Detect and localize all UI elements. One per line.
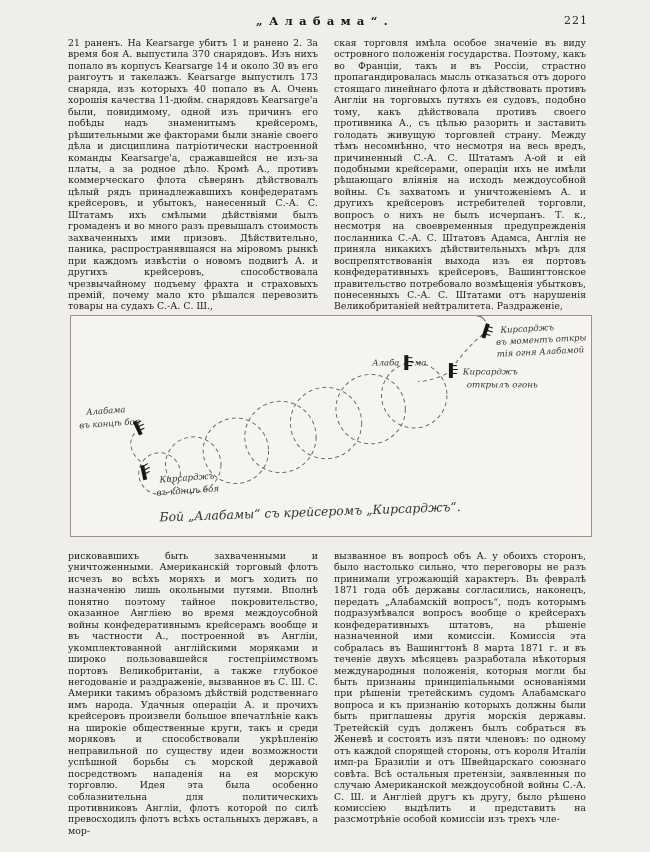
label-text: Алабама: [85, 405, 126, 418]
page-number: 221: [564, 14, 588, 27]
label-text: Кирсарджъ: [159, 471, 215, 486]
ship-kearsarge-end-icon: [141, 463, 152, 479]
approach-tracks: [131, 330, 489, 462]
figure-caption: Бой „Алабамы“ съ крейсеромъ „Кирсарджъ“.: [159, 499, 461, 525]
label-text: Кирсарджъ: [500, 323, 555, 336]
label-alabama-center-right: ма: [414, 358, 427, 369]
battle-diagram: [71, 316, 591, 536]
label-text: тія огня Алабамой: [496, 345, 585, 360]
column-bottom-right: вызванное въ вопросѣ объ А. у обоихъ сторонъ, было настолько сильно, что переговоры не разъ принимали угрожающій характеръ. Въ февралѣ 1871 года обѣ державы согласились, наконецъ, передать „Алабамскій вопросъ“, подъ которымъ подразумѣвался вопросъ вообще о крейсерахъ конфедеративныхъ штатовъ, на рѣшеніе назначенной ими комиссіи. Комиссія эта собралась въ Вашингтонѣ 8 марта 1871 г. и въ теченіе двухъ мѣсяцевъ разработала нѣкоторыя международныя положенія, которыя могли бы быть признаны принципіальными основаніями при рѣшеніи третейскимъ судомъ Алабамскаго вопроса и къ признанію которыхъ должны были быть приглашены другія морскія державы. Третейскій судъ долженъ былъ собраться въ Женевѣ и состоять изъ пяти членовъ: по одному отъ каждой спорящей стороны, отъ короля Италіи имп-ра Бразиліи и отъ Швейцарскаго союзнаго совѣта. Всѣ остальныя претензіи, заявленныя по случаю Американской междоусобной войны С.-А. С. Ш. и Англіей другъ къ другу, было рѣшено комиссіею выдѣлить и представить на разсмотрѣніе особой комиссіи изъ трехъ чле-: [334, 551, 586, 826]
battle-diagram-figure: [70, 315, 592, 537]
label-text: въ концѣ боя: [78, 417, 141, 432]
page-title: „Алабама“.: [256, 14, 394, 28]
column-bottom-left: рисковавшихъ быть захваченными и уничтоженными. Американскій торговый флотъ исчезъ во всѣхъ моряхъ и могъ ходить по назначенію лишь окольными путями. Вполнѣ понятно поэтому тайное покровительство, оказанное Англіею во время междоусобной войны конфедеративнымъ крейсерамъ вообще и въ частности А., построенной въ Англіи, укомплектованной англійскими моряками и широко пользовавшейся гостепріимствомъ портовъ Великобританіи, а также глубокое негодованіе и раздраженіе, вызванное въ С. Ш. С. Америки такимъ образомъ дѣйствій родственнаго имъ народа. Удачныя операціи А. и прочихъ крейсеровъ произвели большое впечатлѣніе какъ на широкіе общественные круги, такъ и среди моряковъ и способствовали укрѣпленію неправильной по существу идеи возможности успѣшной борьбы съ морской державой посредствомъ нападенія на ея морскую торговлю. Идея эта была особенно соблазнительна для политическихъ противниковъ Англіи, флотъ которой по силѣ превосходилъ флотъ всѣхъ остальныхъ державъ, а мор-: [68, 551, 318, 837]
label-text: открылъ огонь: [466, 380, 538, 391]
label-kearsarge-opening: [495, 321, 587, 359]
page-header: [0, 14, 650, 32]
column-top-left: 21 раненъ. На Kearsarge убитъ 1 и ранено 2. За время боя А. выпустила 370 снарядовъ. Изъ нихъ попало въ корпусъ Kearsarge 14 и около 30 въ его рангоутъ и такелажъ. Kearsarge выпустилъ 173 снаряда, изъ которыхъ 40 попало въ А. Очень хорошія качества 11-дюйм. снарядовъ Kearsarge'а были, повидимому, одной изъ причинъ его побѣды надъ знаменитымъ крейсеромъ, рѣшительными же факторами были знаніе своего дѣла и дисциплина патріотически настроенной команды Kearsarge'а, сражавшейся не изъ-за платы, а за родное дѣло. Кромѣ А., противъ коммерческаго флота сѣверянъ дѣйствовалъ цѣлый рядъ принадлежавшихъ конфедератамъ крейсеровъ, и убытокъ, нанесенный С.-А. С. Штатамъ ихъ смѣлыми дѣйствіями былъ громаденъ и во много разъ превышалъ стоимость захваченныхъ ими призовъ. Дѣйствительно, паника, распространявшаяся на міровомъ рынкѣ при каждомъ извѣстіи о новомъ подвигѣ А. и другихъ крейсеровъ, способствовала чрезвычайному подъему фрахта и страховыхъ премій, почему мало кто рѣшался перевозить товары на судахъ С.-А. С. Ш.,: [68, 38, 318, 312]
label-alabama-end: [78, 403, 141, 431]
ship-kearsarge-fire-icon: [449, 364, 457, 378]
label-text: Кирсарджъ: [462, 367, 518, 378]
label-kearsarge-fire: [462, 367, 538, 390]
label-kearsarge-end: [155, 471, 219, 498]
column-top-right: ская торговля имѣла особое значеніе въ виду островного положенія государства. Поэтому, какъ во Франціи, такъ и въ Россіи, страстно пропагандировалась мысль отказаться отъ дорого стоящаго линейнаго флота и дѣйствовать противъ Англіи на торговыхъ путяхъ ея судовъ, подобно тому, какъ дѣйствовала противъ своего противника А., съ цѣлью разорить и заставить голодать живущую торговлей страну. Между тѣмъ несомнѣнно, что несмотря на весь вредъ, причиненный С.-А. С. Штатамъ А-ой и ей подобными крейсерами, операціи ихъ не имѣли рѣшающаго вліянія на исходъ междоусобной войны. Съ захватомъ и уничтоженіемъ А. и другихъ крейсеровъ истребителей торговли, вопросъ о нихъ не былъ исчерпанъ. Т. к., несмотря на своевременныя предупрежденія посланника С.-А. С. Штатовъ Адамса, Англія не приняла никакихъ дѣйствительныхъ мѣръ для воспрепятствованія выхода изъ ея портовъ конфедеративныхъ крейсеровъ, Вашингтонское правительство потребовало возмѣщенія убытковъ, понесенныхъ С.-А. С. Штатами отъ нарушенія Великобританіей нейтралитета. Раздраженіе,: [334, 38, 586, 312]
label-text: въ концѣ боя: [156, 484, 220, 499]
label-text: въ моментъ откры: [495, 333, 587, 348]
label-alabama-center-left: Алаба: [372, 358, 400, 369]
